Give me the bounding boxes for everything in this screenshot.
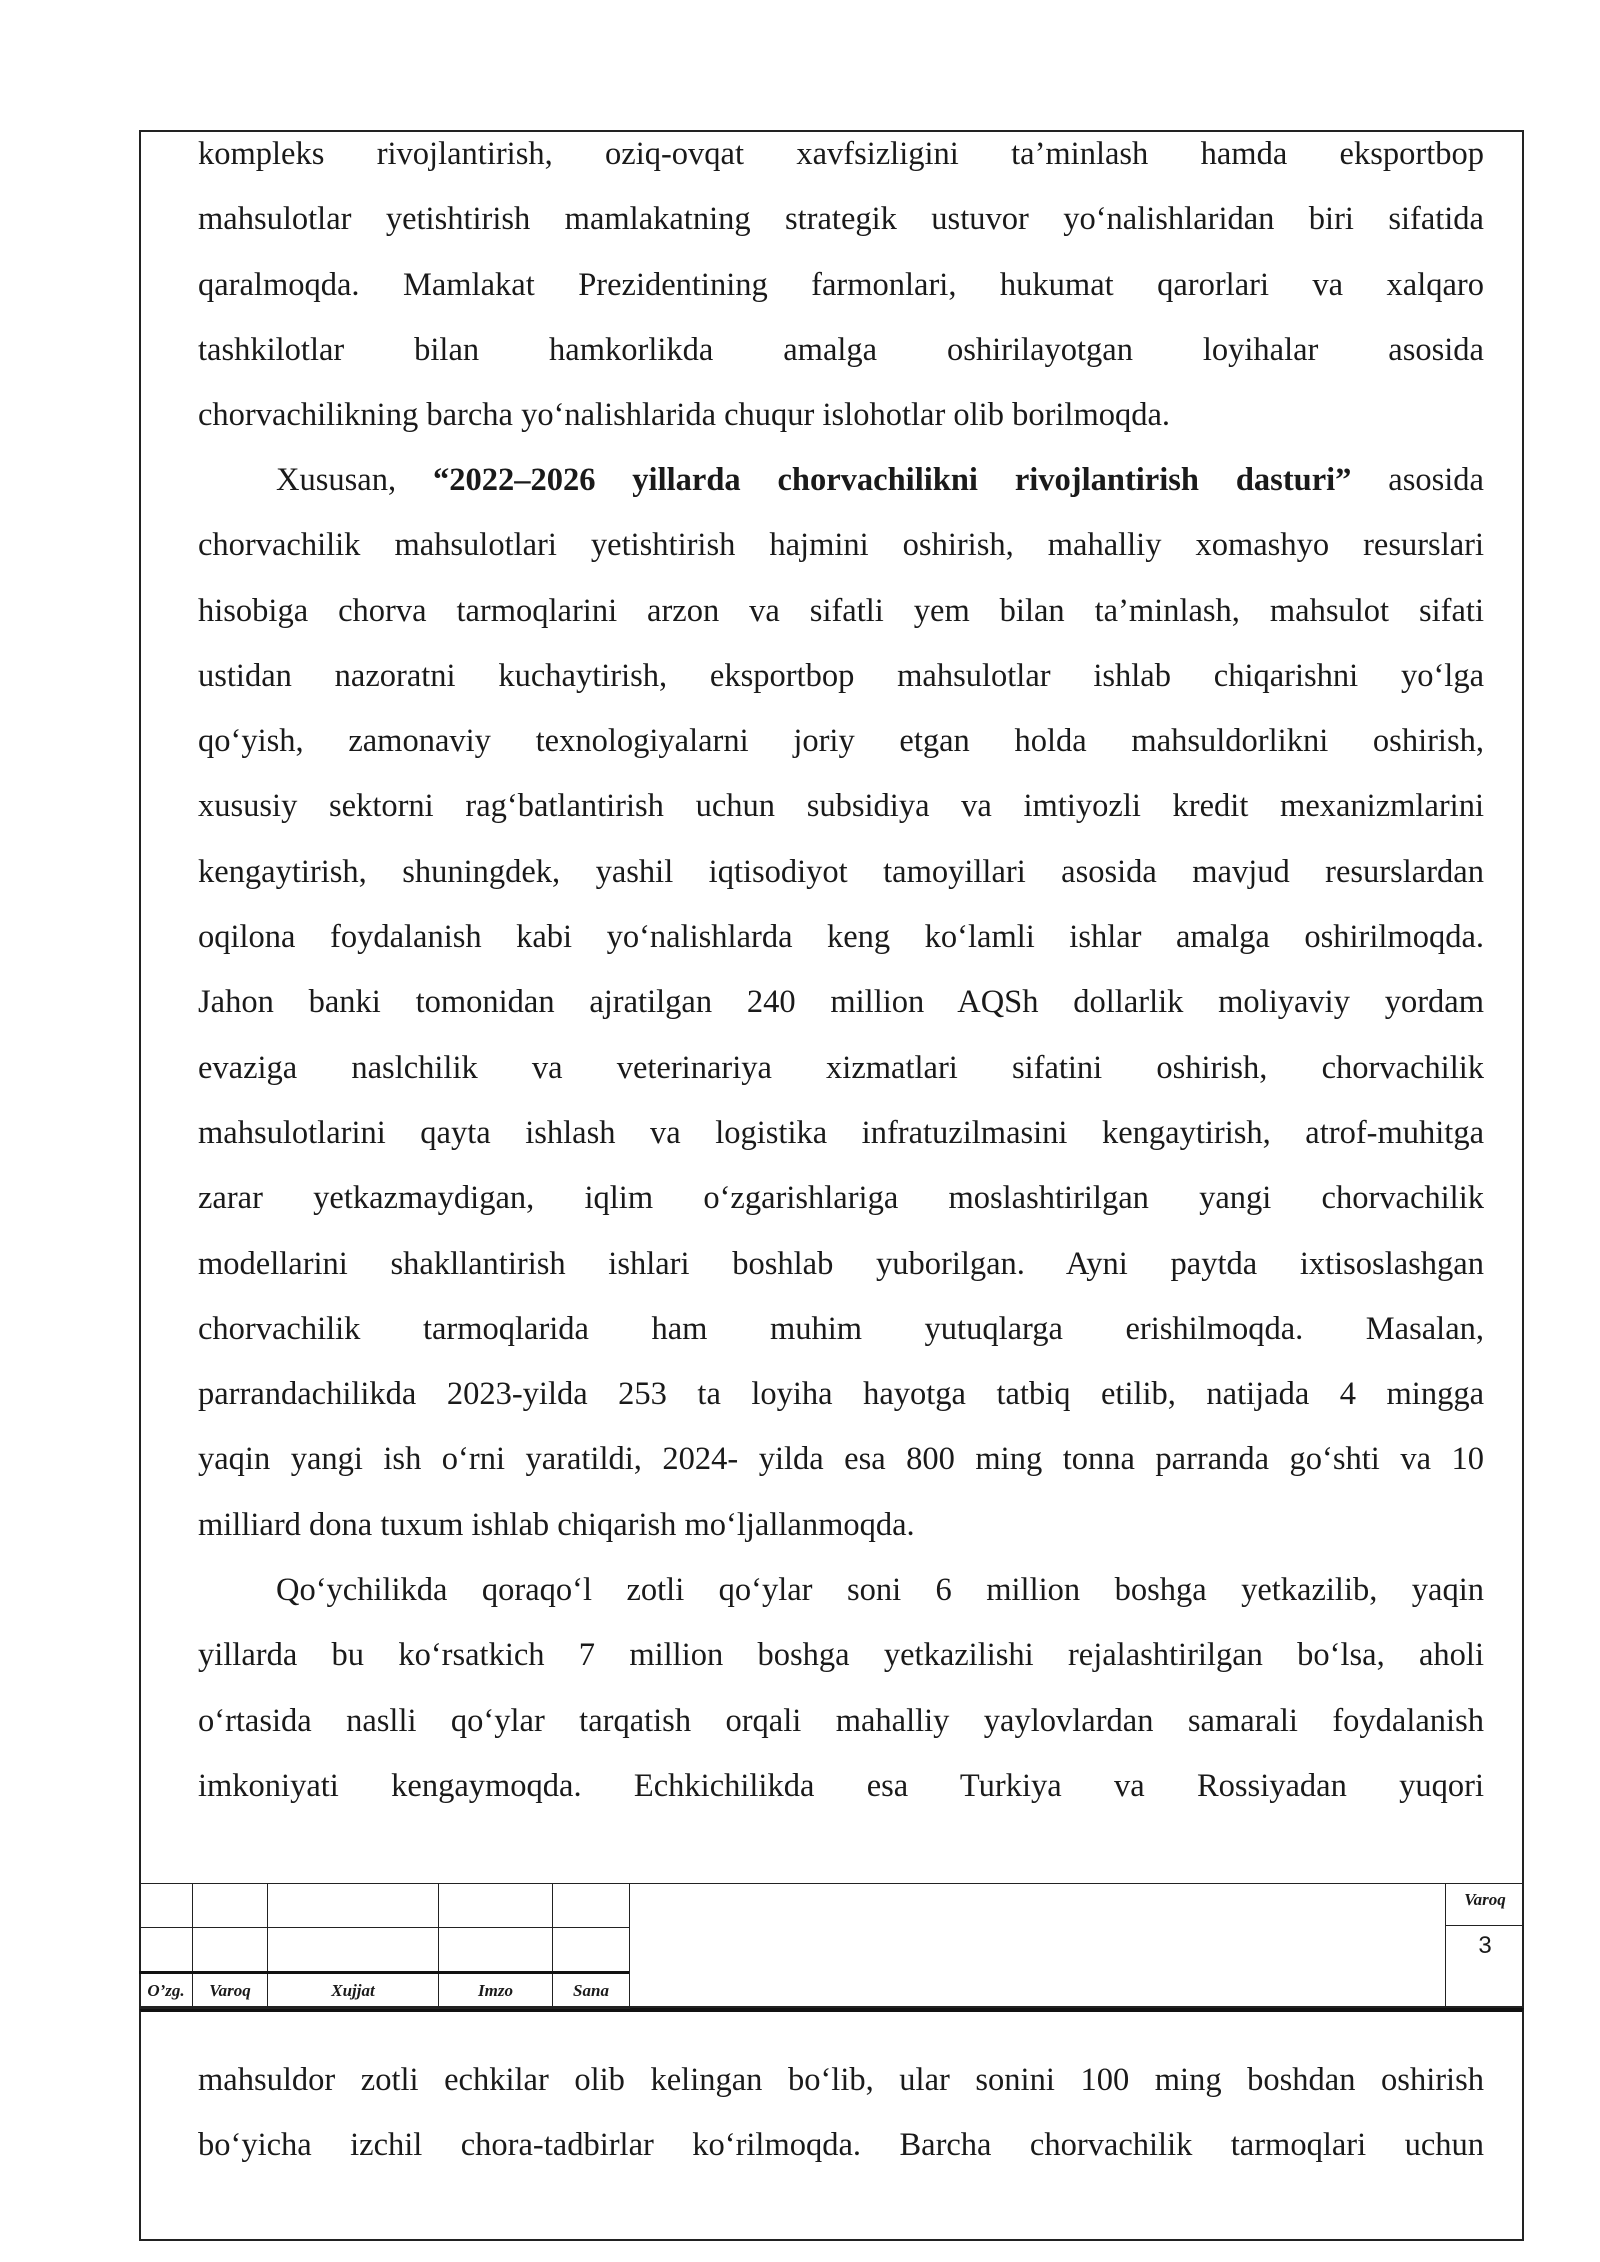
title-block-main	[629, 1883, 1445, 2008]
text-line: mahsuldor zotli echkilar olib kelingan bo‘lib, ular sonini 100 ming boshdan oshirish	[198, 2062, 1484, 2098]
title-block-table	[139, 1883, 629, 2008]
text-line: o‘rtasida naslli qo‘ylar tarqatish orqali mahalliy yaylovlardan samarali foydalanish	[198, 1702, 1484, 1739]
text-run: asosida	[1351, 462, 1484, 498]
paragraph-3	[198, 1558, 1484, 1819]
text-line: modellarini shakllantirish ishlari boshlab yuborilgan. Ayni paytda ixtisoslashgan	[198, 1245, 1484, 1282]
text-line: evaziga naslchilik va veterinariya xizmatlari sifatini oshirish, chorvachilik	[198, 1049, 1484, 1086]
text-line: zarar yetkazmaydigan, iqlim o‘zgarishlariga moslashtirilgan yangi chorvachilik	[198, 1180, 1484, 1217]
text-line: imkoniyati kengaymoqda. Echkichilikda esa Turkiya va Rossiyadan yuqori	[198, 1767, 1484, 1804]
text-line: chorvachilikning barcha yo‘nalishlarida chuqur islohotlar olib borilmoqda.	[198, 397, 1171, 434]
text-line: yaqin yangi ish o‘rni yaratildi, 2024- yilda esa 800 ming tonna parranda go‘shti va 10	[198, 1441, 1484, 1478]
text-line: xususiy sektorni rag‘batlantirish uchun subsidiya va imtiyozli kredit mexanizmlarini	[198, 788, 1484, 825]
text-line: qaralmoqda. Mamlakat Prezidentining farmonlari, hukumat qarorlari va xalqaro	[198, 266, 1484, 303]
text-line: ustidan nazoratni kuchaytirish, eksportbop mahsulotlar ishlab chiqarishni yo‘lga	[198, 657, 1484, 694]
text-line: hisobiga chorva tarmoqlarini arzon va sifatli yem bilan ta’minlash, mahsulot sifati	[198, 592, 1484, 629]
text-line: milliard dona tuxum ishlab chiqarish mo‘ljallanmoqda.	[198, 1506, 915, 1543]
text-line: mahsulotlarini qayta ishlash va logistika infratuzilmasini kengaytirish, atrof-muhitga	[198, 1114, 1484, 1151]
text-line: Qo‘ychilikda qoraqo‘l zotli qo‘ylar soni 6 million boshga yetkazilib, yaqin	[276, 1572, 1484, 1608]
text-run: Xususan,	[276, 462, 433, 498]
text-line: tashkilotlar bilan hamkorlikda amalga oshirilayotgan loyihalar asosida	[198, 331, 1484, 368]
text-line: kompleks rivojlantirish, oziq-ovqat xavfsizligini ta’minlash hamda eksportbop	[198, 136, 1484, 172]
text-line: yillarda bu ko‘rsatkich 7 million boshga yetkazilishi rejalashtirilgan bo‘lsa, aholi	[198, 1637, 1484, 1674]
paragraph-1	[198, 122, 1484, 448]
text-line: Jahon banki tomonidan ajratilgan 240 million AQSh dollarlik moliyaviy yordam	[198, 984, 1484, 1021]
sheet-number: 3	[1478, 1932, 1492, 1959]
col-change: O’zg.	[140, 1973, 193, 2009]
sheet-number-box	[1445, 1883, 1524, 2008]
text-line	[198, 448, 1484, 513]
text-line: chorvachilik tarmoqlarida ham muhim yutuqlarga erishilmoqda. Masalan,	[198, 1310, 1484, 1347]
text-line: kengaytirish, shuningdek, yashil iqtisodiyot tamoyillari asosida mavjud resurslardan	[198, 853, 1484, 890]
text-line: oqilona foydalanish kabi yo‘nalishlarda keng ko‘lamli ishlar amalga oshirilmoqda.	[198, 919, 1484, 956]
col-sheet: Varoq	[193, 1973, 268, 2009]
col-signature: Imzo	[439, 1973, 553, 2009]
text-line: parrandachilikda 2023-yilda 253 ta loyiha hayotga tatbiq etilib, natijada 4 mingga	[198, 1376, 1484, 1413]
col-date: Sana	[553, 1973, 630, 2009]
paragraph-2	[198, 448, 1484, 1558]
text-line: qo‘yish, zamonaviy texnologiyalarni joriy etgan holda mahsuldorlikni oshirish,	[198, 723, 1484, 760]
text-line: chorvachilik mahsulotlari yetishtirish hajmini oshirish, mahalliy xomashyo resurslari	[198, 527, 1484, 564]
paragraph-continued	[198, 2048, 1484, 2179]
sheet-label: Varoq	[1446, 1884, 1524, 1926]
text-line: bo‘yicha izchil chora-tadbirlar ko‘rilmoqda. Barcha chorvachilik tarmoqlari uchun	[198, 2127, 1484, 2164]
text-line: mahsulotlar yetishtirish mamlakatning strategik ustuvor yo‘nalishlaridan biri sifatida	[198, 201, 1484, 238]
col-document: Xujjat	[268, 1973, 439, 2009]
program-title: “2022–2026 yillarda chorvachilikni rivojlantirish dasturi”	[432, 462, 1352, 498]
